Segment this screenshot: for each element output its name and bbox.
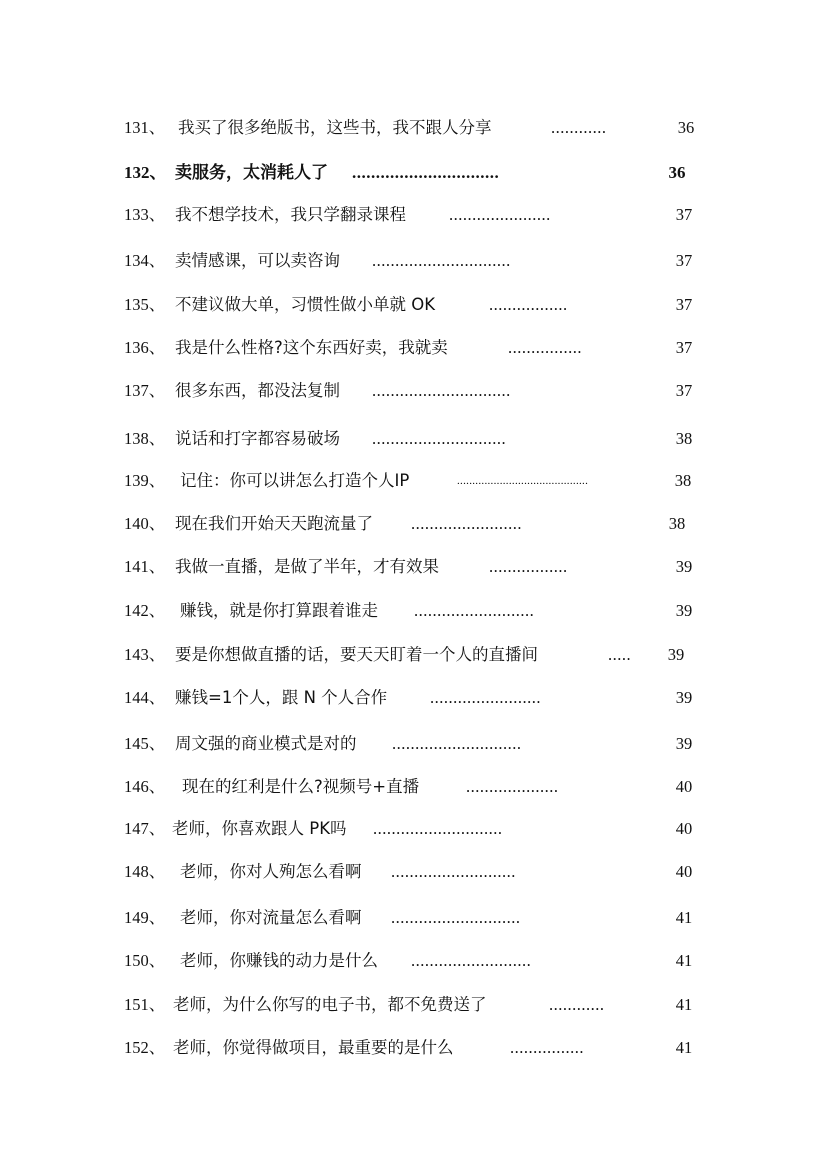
entry-title: 很多东西，都没法复制 [175, 381, 340, 400]
page-number: 39 [675, 734, 693, 753]
page-number: 39 [675, 688, 693, 707]
page-number: 41 [675, 1038, 693, 1057]
entry-number: 134、 [124, 251, 166, 270]
toc-entry-152[interactable] [0, 1034, 827, 1062]
entry-title: 我做一直播，是做了半年，才有效果 [175, 557, 439, 576]
dot-leader: .............................. [372, 251, 511, 270]
entry-number: 138、 [124, 429, 166, 448]
entry-number: 152、 [124, 1038, 166, 1057]
entry-title: 老师，你对流量怎么看啊 [180, 908, 362, 927]
entry-title: 现在我们开始天天跑流量了 [175, 514, 373, 533]
entry-number: 150、 [124, 951, 166, 970]
toc-entry-136[interactable] [0, 334, 827, 362]
dot-leader: ................. [489, 295, 568, 314]
page-number: 40 [675, 819, 693, 838]
entry-number: 149、 [124, 908, 166, 927]
toc-entry-141[interactable] [0, 553, 827, 581]
page-number: 41 [675, 951, 693, 970]
entry-number: 140、 [124, 514, 166, 533]
dot-leader: ............................ [392, 734, 522, 753]
page-number: 37 [675, 295, 693, 314]
entry-number: 133、 [124, 205, 166, 224]
entry-title: 卖情感课，可以卖咨询 [175, 251, 340, 270]
page-number: 36 [677, 118, 695, 137]
toc-entry-149[interactable] [0, 904, 827, 932]
toc-entry-137[interactable] [0, 377, 827, 405]
dot-leader: .............................. [372, 381, 511, 400]
page-number: 39 [675, 557, 693, 576]
entry-title: 老师，你赚钱的动力是什么 [180, 951, 378, 970]
toc-entry-148[interactable] [0, 858, 827, 886]
entry-number: 137、 [124, 381, 166, 400]
dot-leader: ............................. [372, 429, 507, 448]
page-number: 41 [675, 995, 693, 1014]
page-number: 36 [668, 163, 686, 182]
toc-entry-139[interactable] [0, 467, 827, 495]
toc-entry-143[interactable] [0, 641, 827, 669]
entry-title: 周文强的商业模式是对的 [175, 734, 357, 753]
entry-title: 老师，你觉得做项目，最重要的是什么 [173, 1038, 454, 1057]
entry-title: 要是你想做直播的话，要天天盯着一个人的直播间 [175, 645, 538, 664]
toc-entry-150[interactable] [0, 947, 827, 975]
toc-entry-134[interactable] [0, 247, 827, 275]
page-number: 39 [675, 601, 693, 620]
dot-leader: .......................... [414, 601, 535, 620]
toc-entry-132[interactable] [0, 159, 827, 187]
entry-number: 147、 [124, 819, 166, 838]
toc-entry-138[interactable] [0, 425, 827, 453]
entry-title: 我不想学技术，我只学翻录课程 [175, 205, 406, 224]
entry-number: 141、 [124, 557, 166, 576]
dot-leader: ............................ [373, 819, 503, 838]
toc-entry-146[interactable] [0, 773, 827, 801]
dot-leader: ................ [508, 338, 582, 357]
page-number: 39 [667, 645, 685, 664]
toc-entry-144[interactable] [0, 684, 827, 712]
entry-title: 赚钱=1个人，跟 N 个人合作 [175, 688, 388, 707]
entry-title: 不建议做大单，习惯性做小单就 OK [175, 295, 436, 314]
entry-title: 卖服务，太消耗人了 [175, 163, 328, 183]
toc-entry-140[interactable] [0, 510, 827, 538]
entry-title: 老师，你喜欢跟人 PK吗 [172, 819, 347, 838]
entry-title: 老师，你对人殉怎么看啊 [180, 862, 362, 881]
page-number: 37 [675, 205, 693, 224]
entry-number: 132、 [124, 163, 167, 182]
dot-leader: ..... [608, 645, 632, 664]
entry-number: 136、 [124, 338, 166, 357]
entry-title: 我买了很多绝版书，这些书，我不跟人分享 [178, 118, 492, 137]
dot-leader: .................... [466, 777, 559, 796]
page-number: 38 [668, 514, 686, 533]
page-number: 40 [675, 862, 693, 881]
toc-entry-145[interactable] [0, 730, 827, 758]
toc-entry-151[interactable] [0, 991, 827, 1019]
toc-entry-135[interactable] [0, 291, 827, 319]
dot-leader: ........................ [430, 688, 541, 707]
entry-number: 139、 [124, 471, 166, 490]
dot-leader: ........................ [411, 514, 522, 533]
dot-leader: ...................... [449, 205, 551, 224]
dot-leader: ........................................... [457, 475, 589, 487]
page-number: 37 [675, 251, 693, 270]
dot-leader: ............ [549, 995, 605, 1014]
entry-number: 143、 [124, 645, 166, 664]
dot-leader: .......................... [411, 951, 532, 970]
dot-leader: ........................... [391, 862, 516, 881]
entry-number: 142、 [124, 601, 166, 620]
page-number: 37 [675, 381, 693, 400]
page-number: 38 [674, 471, 692, 490]
dot-leader: ................. [489, 557, 568, 576]
entry-number: 145、 [124, 734, 166, 753]
entry-title: 现在的红利是什么?视频号+直播 [182, 777, 420, 796]
entry-number: 144、 [124, 688, 166, 707]
entry-title: 我是什么性格?这个东西好卖，我就卖 [175, 338, 448, 357]
page-number: 37 [675, 338, 693, 357]
entry-number: 151、 [124, 995, 166, 1014]
page-number: 41 [675, 908, 693, 927]
entry-number: 148、 [124, 862, 166, 881]
dot-leader: ............................ [391, 908, 521, 927]
entry-title: 老师，为什么你写的电子书，都不免费送了 [173, 995, 487, 1014]
entry-number: 135、 [124, 295, 166, 314]
dot-leader: ............ [551, 118, 607, 137]
toc-entry-133[interactable] [0, 201, 827, 229]
page-number: 40 [675, 777, 693, 796]
page-number: 38 [675, 429, 693, 448]
entry-title: 赚钱，就是你打算跟着谁走 [180, 601, 378, 620]
dot-leader: ................ [510, 1038, 584, 1057]
dot-leader: ............................... [352, 163, 500, 182]
entry-title: 说话和打字都容易破场 [175, 429, 340, 448]
toc-entry-147[interactable] [0, 815, 827, 843]
toc-entry-142[interactable] [0, 597, 827, 625]
entry-number: 131、 [124, 118, 166, 137]
entry-title: 记住：你可以讲怎么打造个人IP [180, 471, 410, 490]
entry-number: 146、 [124, 777, 166, 796]
toc-entry-131[interactable] [0, 114, 827, 142]
